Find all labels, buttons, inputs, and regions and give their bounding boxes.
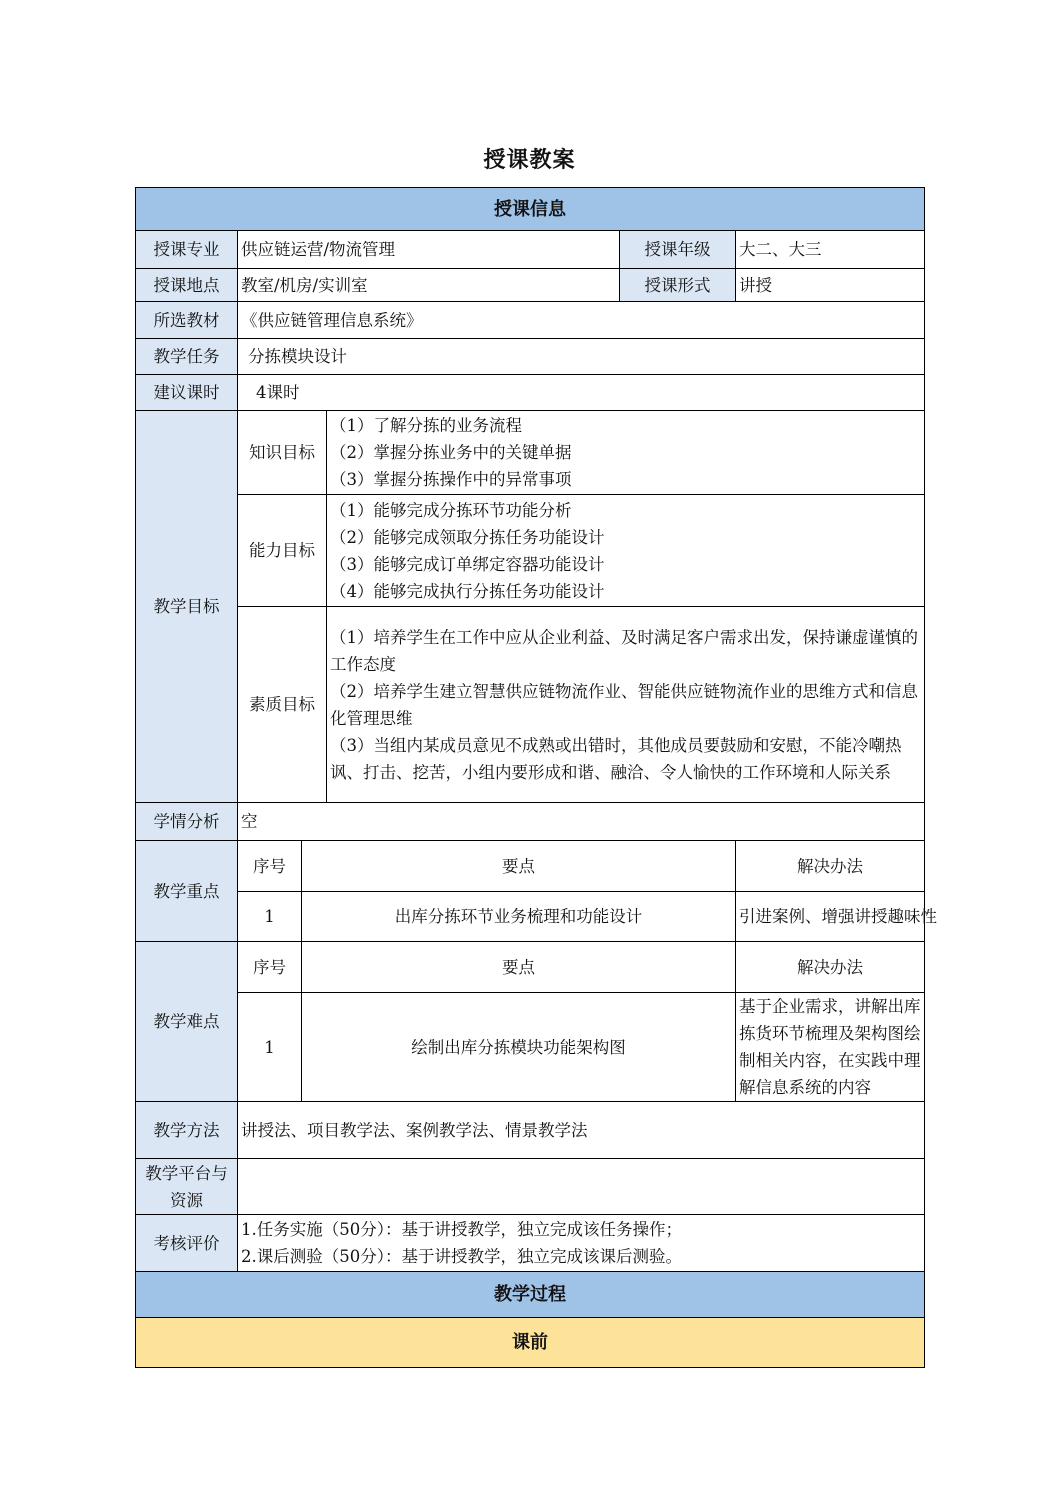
ability-list (327, 495, 925, 607)
list-item: （1）培养学生在工作中应从企业利益、及时满足客户需求出发，保持谦虚谨慎的工作态度 (330, 627, 918, 674)
task-label: 教学任务 (136, 339, 238, 375)
textbook-label: 所选教材 (136, 302, 238, 339)
form-value: 讲授 (736, 269, 925, 302)
hours-label: 建议课时 (136, 375, 238, 411)
assessment-list (238, 1215, 925, 1272)
page-title: 授课教案 (483, 147, 576, 173)
key-point-solution: 引进案例、增强讲授趣味性 (736, 892, 925, 942)
difficult-points-label: 教学难点 (136, 942, 238, 1102)
place-value: 教室/机房/实训室 (238, 269, 620, 302)
textbook-value: 《供应链管理信息系统》 (238, 302, 925, 339)
quality-label: 素质目标 (238, 607, 327, 803)
list-item: （2）掌握分拣业务中的关键单据 (330, 443, 572, 462)
difficult-point-text: 绘制出库分拣模块功能架构图 (302, 993, 736, 1102)
list-item: （3）能够完成订单绑定容器功能设计 (330, 554, 605, 574)
platform-label: 教学平台与资源 (136, 1159, 238, 1215)
list-item: （2）培养学生建立智慧供应链物流作业、智能供应链物流作业的思维方式和信息化管理思维 (330, 681, 918, 728)
list-item: （4）能够完成执行分拣任务功能设计 (330, 581, 605, 601)
major-label: 授课专业 (136, 231, 238, 269)
column-header-point: 要点 (302, 942, 736, 993)
grade-label: 授课年级 (620, 231, 736, 269)
difficult-point-solution: 基于企业需求，讲解出库拣货环节梳理及架构图绘制相关内容，在实践中理解信息系统的内容 (736, 993, 925, 1102)
column-header-point: 要点 (302, 841, 736, 892)
knowledge-list (327, 411, 925, 495)
methods-label: 教学方法 (136, 1102, 238, 1159)
ability-label: 能力目标 (238, 495, 327, 607)
knowledge-label: 知识目标 (238, 411, 327, 495)
difficult-point-no: 1 (238, 993, 302, 1102)
section-header-info: 授课信息 (136, 188, 925, 231)
platform-value (238, 1159, 925, 1215)
key-point-text: 出库分拣环节业务梳理和功能设计 (302, 892, 736, 942)
key-points-label: 教学重点 (136, 841, 238, 942)
hours-value: 4课时 (238, 375, 925, 411)
list-item: （3）掌握分拣操作中的异常事项 (330, 470, 572, 489)
column-header-solution: 解决办法 (736, 942, 925, 993)
assessment-label: 考核评价 (136, 1215, 238, 1272)
column-header-no: 序号 (238, 841, 302, 892)
list-item: 2.课后测验（50分）：基于讲授教学，独立完成该课后测验。 (241, 1247, 682, 1266)
quality-list (327, 607, 925, 803)
section-header-process: 教学过程 (136, 1272, 925, 1318)
form-label: 授课形式 (620, 269, 736, 302)
list-item: （2）能够完成领取分拣任务功能设计 (330, 527, 605, 547)
task-value: 分拣模块设计 (238, 339, 925, 375)
list-item: （1）能够完成分拣环节功能分析 (330, 500, 572, 520)
place-label: 授课地点 (136, 269, 238, 302)
objectives-label: 教学目标 (136, 411, 238, 803)
major-value: 供应链运营/物流管理 (238, 231, 620, 269)
list-item: （3）当组内某成员意见不成熟或出错时，其他成员要鼓励和安慰，不能冷嘲热讽、打击、挖苦，小组内要形成和谐、融洽、令人愉快的工作环境和人际关系 (330, 735, 902, 782)
section-header-pre-class: 课前 (136, 1318, 925, 1368)
column-header-no: 序号 (238, 942, 302, 993)
analysis-label: 学情分析 (136, 803, 238, 841)
lesson-plan-table (135, 187, 937, 1368)
analysis-value: 空 (238, 803, 925, 841)
methods-value: 讲授法、项目教学法、案例教学法、情景教学法 (238, 1102, 925, 1159)
grade-value: 大二、大三 (736, 231, 925, 269)
column-header-solution: 解决办法 (736, 841, 925, 892)
list-item: （1）了解分拣的业务流程 (330, 416, 522, 435)
key-point-no: 1 (238, 892, 302, 942)
list-item: 1.任务实施（50分）：基于讲授教学，独立完成该任务操作； (241, 1220, 682, 1239)
